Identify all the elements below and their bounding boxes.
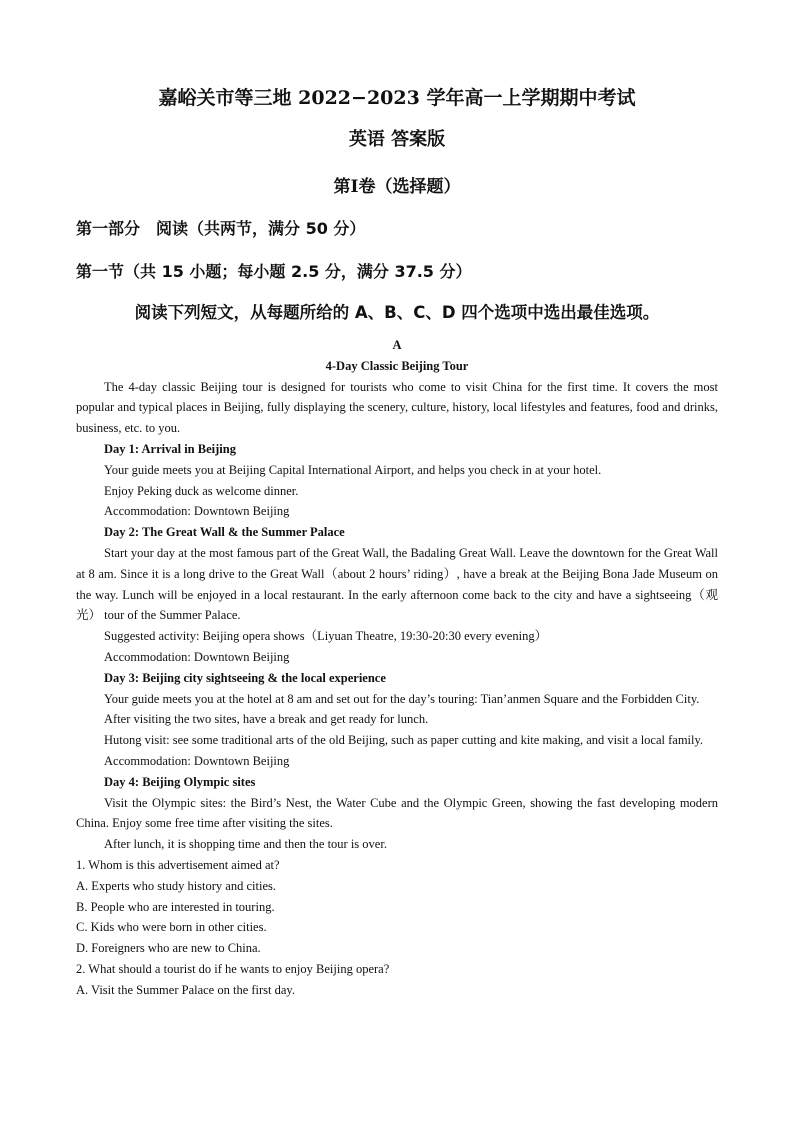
passage-label: A [392, 338, 402, 352]
day3-paragraph: After visiting the two sites, have a break and get ready for lunch. [104, 712, 429, 727]
part-heading: 第一部分 阅读（共两节，满分 50 分） [76, 219, 366, 238]
day2-paragraph: Start your day at the most famous part of the Great Wall, the Badaling Great Wall. Leave the downtown for the Great Wall at 8 am. Since it is a long drive to the Great Wall（about 2 hours’ riding）, have a break at the Beijing Bona Jade Museum on the way. Lunch will be enjoyed in a local restaurant. In the early afternoon come back to the city and have a sightseeing（观光） tour of the Summer Palace. [76, 545, 718, 623]
day2-heading: Day 2: The Great Wall & the Summer Palace [104, 525, 345, 540]
passage-title: 4-Day Classic Beijing Tour [325, 358, 469, 373]
passage-intro: The 4-day classic Beijing tour is designed for tourists who come to visit China for the first time. It covers the most popular and typical places in Beijing, fully displaying the scenery, culture, history, local lifestyles and features, food and drinks, business, etc. to you. [76, 379, 718, 436]
question-option: C. Kids who were born in other cities. [76, 920, 267, 935]
day1-line: Your guide meets you at Beijing Capital International Airport, and helps you check in at your hotel. [104, 462, 602, 477]
day4-heading: Day 4: Beijing Olympic sites [104, 774, 256, 789]
volume-heading: 第Ⅰ卷（选择题） [333, 177, 461, 197]
day3-heading: Day 3: Beijing city sightseeing & the local experience [104, 670, 386, 685]
day1-heading: Day 1: Arrival in Beijing [104, 441, 236, 456]
reading-passage [76, 335, 718, 1001]
question-option: A. Visit the Summer Palace on the first day. [76, 982, 296, 997]
day3-paragraph: Hutong visit: see some traditional arts of the old Beijing, such as paper cutting and kite making, and visit a local family. [104, 733, 704, 748]
day1-accommodation: Accommodation: Downtown Beijing [104, 504, 290, 519]
question-2 [76, 959, 718, 1001]
question-1 [76, 855, 718, 959]
section-heading: 第一节（共 15 小题；每小题 2.5 分，满分 37.5 分） [76, 262, 472, 281]
day4-paragraph: Visit the Olympic sites: the Bird’s Nest, the Water Cube and the Olympic Green, showing the fast developing modern China. Enjoy some free time after visiting the sites. [76, 795, 718, 831]
question-stem: 1. Whom is this advertisement aimed at? [76, 857, 280, 872]
question-option: D. Foreigners who are new to China. [76, 941, 261, 956]
exam-title: 嘉峪关市等三地 2022−2023 学年高一上学期期中考试 [158, 87, 636, 109]
day2-activity: Suggested activity: Beijing opera shows（Liyuan Theatre, 19:30-20:30 every evening） [104, 629, 548, 644]
question-option: B. People who are interested in touring. [76, 899, 275, 914]
day4-paragraph: After lunch, it is shopping time and then the tour is over. [104, 837, 387, 852]
day1-line: Enjoy Peking duck as welcome dinner. [104, 483, 299, 498]
day3-paragraph: Your guide meets you at the hotel at 8 am and set out for the day’s touring: Tian’anmen Square and the Forbidden City. [104, 691, 700, 706]
day3-accommodation: Accommodation: Downtown Beijing [104, 753, 290, 768]
question-stem: 2. What should a tourist do if he wants to enjoy Beijing opera? [76, 961, 390, 976]
instruction-text: 阅读下列短文，从每题所给的 A、B、C、D 四个选项中选出最佳选项。 [134, 303, 660, 322]
exam-subtitle: 英语 答案版 [348, 129, 446, 150]
question-option: A. Experts who study history and cities. [76, 878, 276, 893]
day2-accommodation: Accommodation: Downtown Beijing [104, 649, 290, 664]
